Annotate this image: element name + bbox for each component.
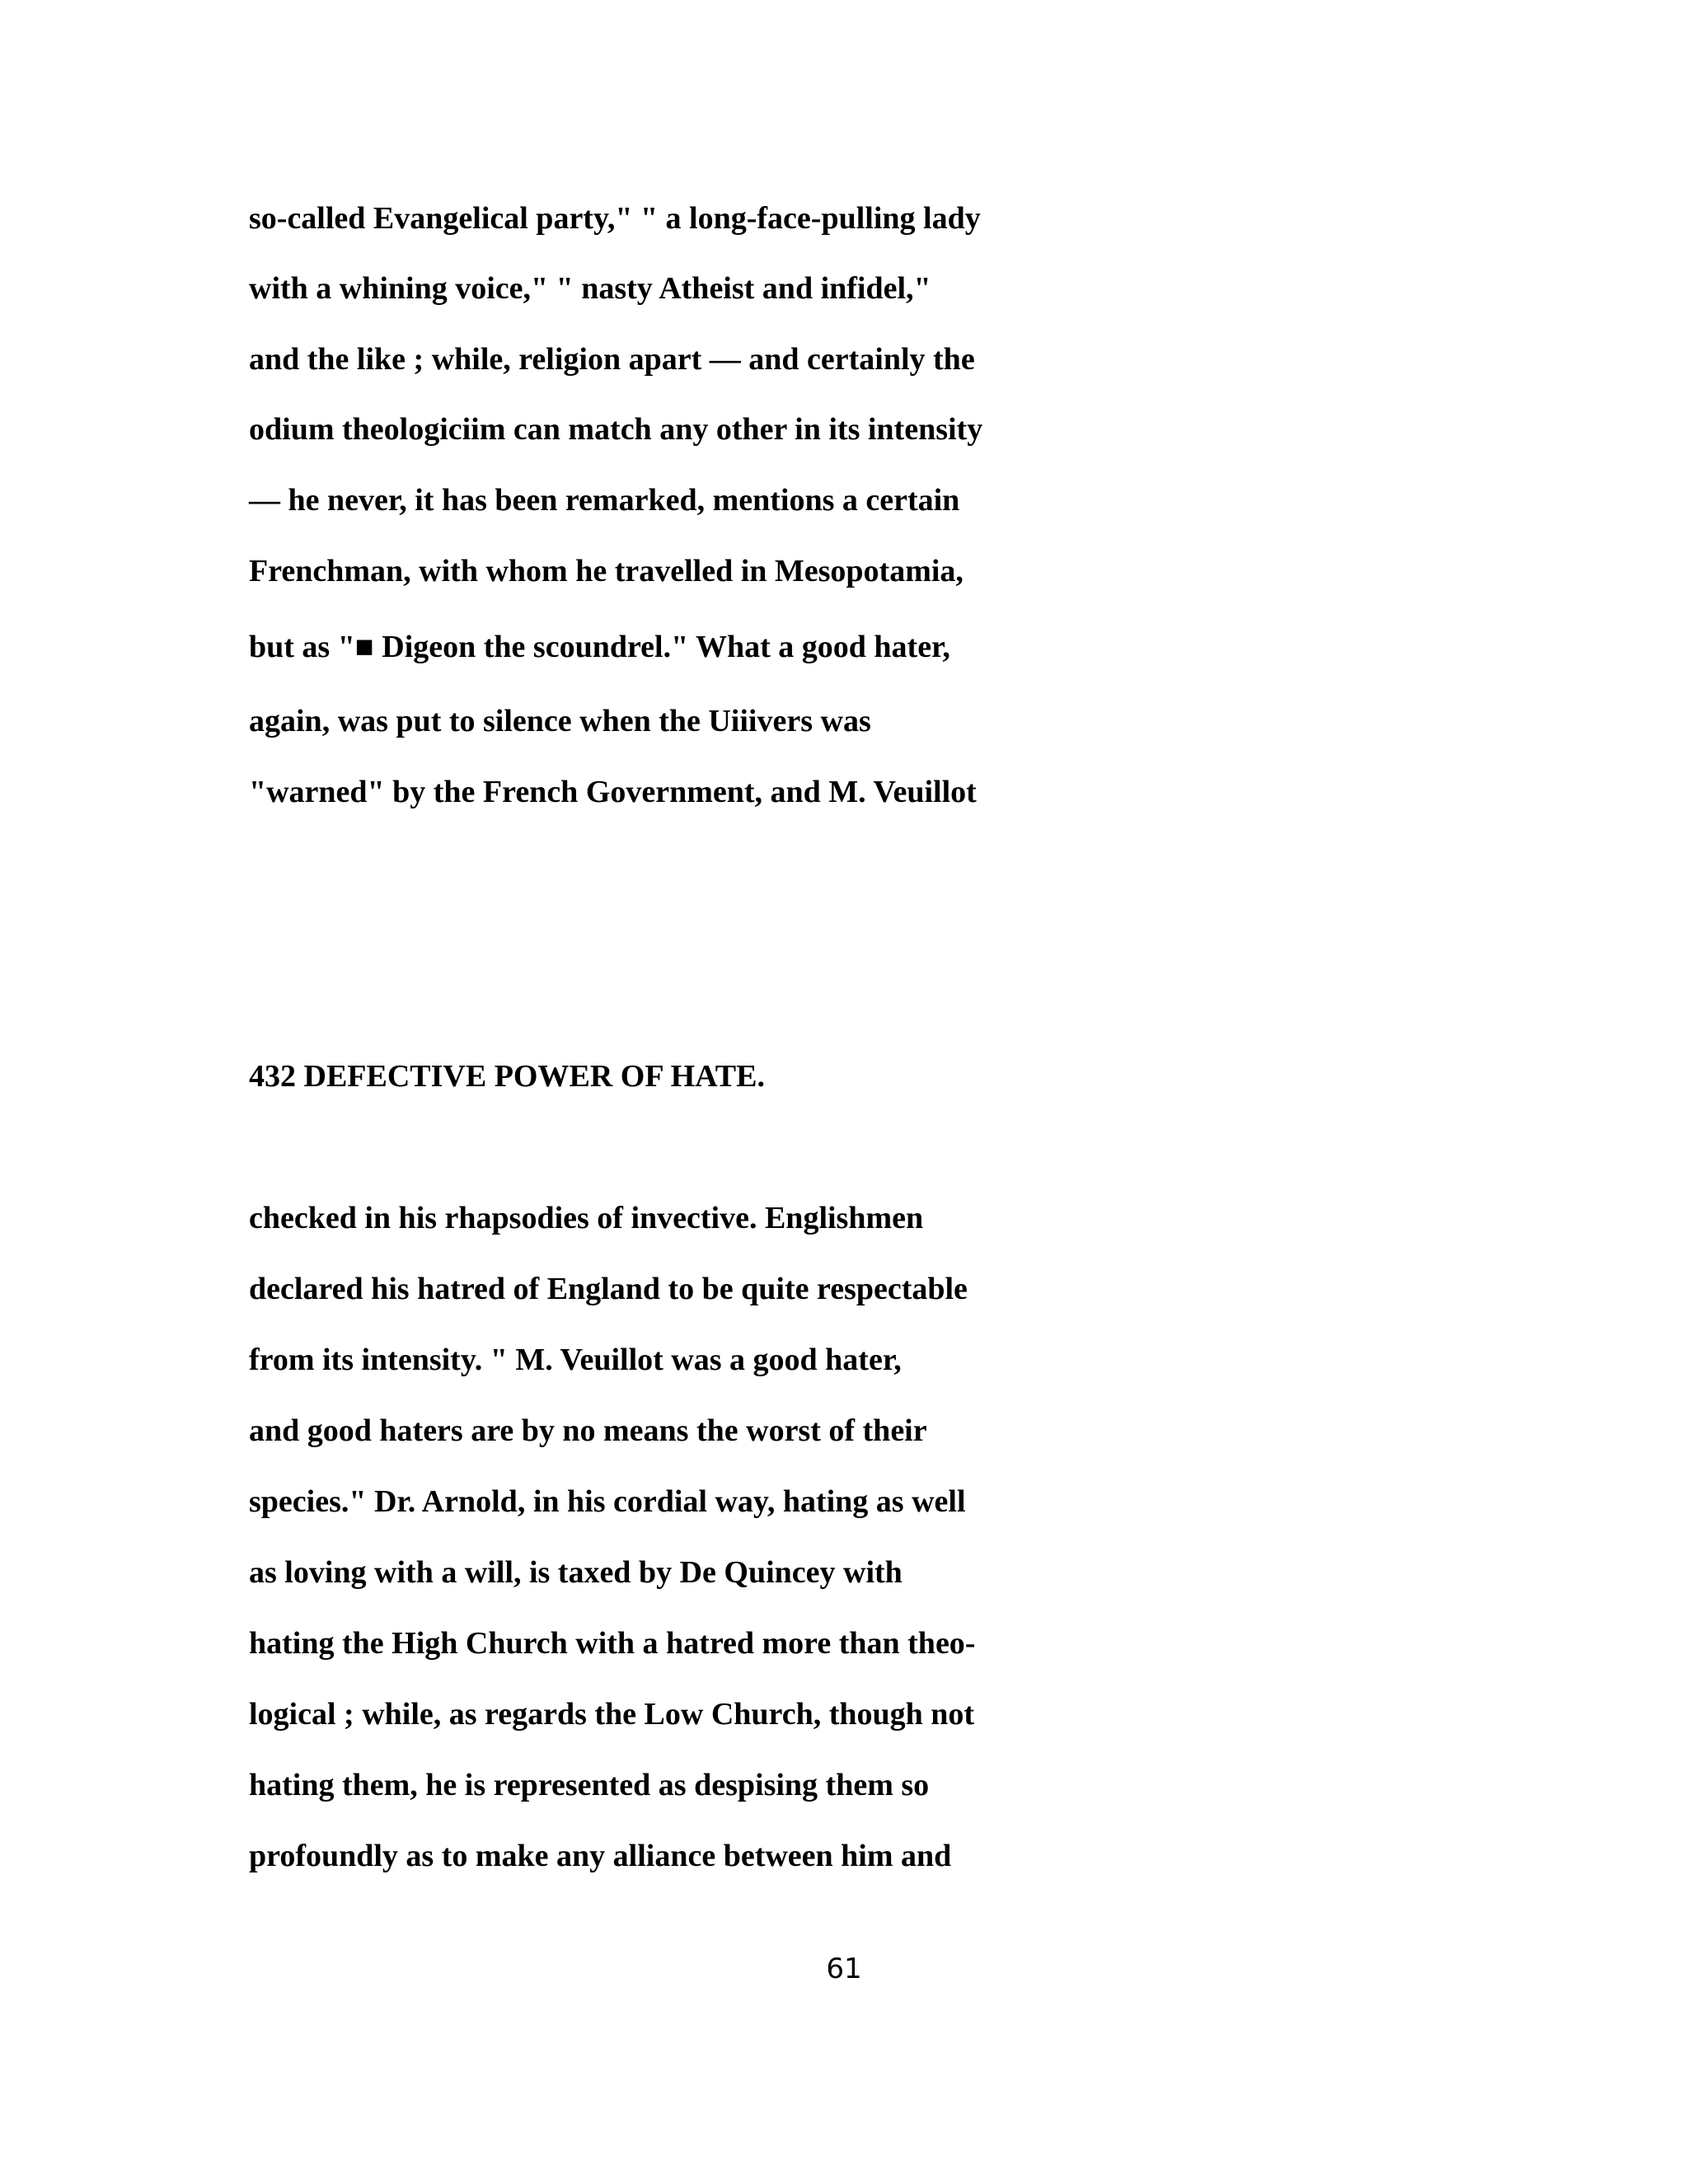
text-line: but as "■ Digeon the scoundrel." What a good hater, — [249, 630, 950, 664]
text-line: odium theologiciim can match any other in its intensity — [249, 412, 983, 447]
text-line: and good haters are by no means the worst of their — [249, 1413, 927, 1448]
running-heading: 432 DEFECTIVE POWER OF HATE. — [249, 1059, 765, 1094]
text-line: logical ; while, as regards the Low Church, though not — [249, 1697, 975, 1732]
text-line: and the like ; while, religion apart — and certainly the — [249, 342, 975, 377]
text-line: hating the High Church with a hatred more than theo- — [249, 1626, 976, 1661]
text-line: with a whining voice," " nasty Atheist and infidel," — [249, 271, 931, 306]
text-line: — he never, it has been remarked, mentions a certain — [249, 483, 960, 518]
text-line: again, was put to silence when the Uiiivers was — [249, 704, 871, 738]
text-line: profoundly as to make any alliance between him and — [249, 1839, 952, 1873]
text-line: as loving with a will, is taxed by De Quincey with — [249, 1555, 903, 1590]
text-line: from its intensity. " M. Veuillot was a good hater, — [249, 1343, 902, 1377]
page-number: 61 — [826, 1952, 862, 1985]
text-line: checked in his rhapsodies of invective. Englishmen — [249, 1201, 924, 1235]
text-line: so-called Evangelical party," " a long-face-pulling lady — [249, 201, 981, 236]
text-line: "warned" by the French Government, and M. Veuillot — [249, 775, 977, 809]
text-line: hating them, he is represented as despising them so — [249, 1768, 930, 1802]
text-line: Frenchman, with whom he travelled in Mesopotamia, — [249, 554, 964, 588]
text-line: declared his hatred of England to be quite respectable — [249, 1272, 968, 1306]
text-line: species." Dr. Arnold, in his cordial way, hating as well — [249, 1484, 966, 1519]
